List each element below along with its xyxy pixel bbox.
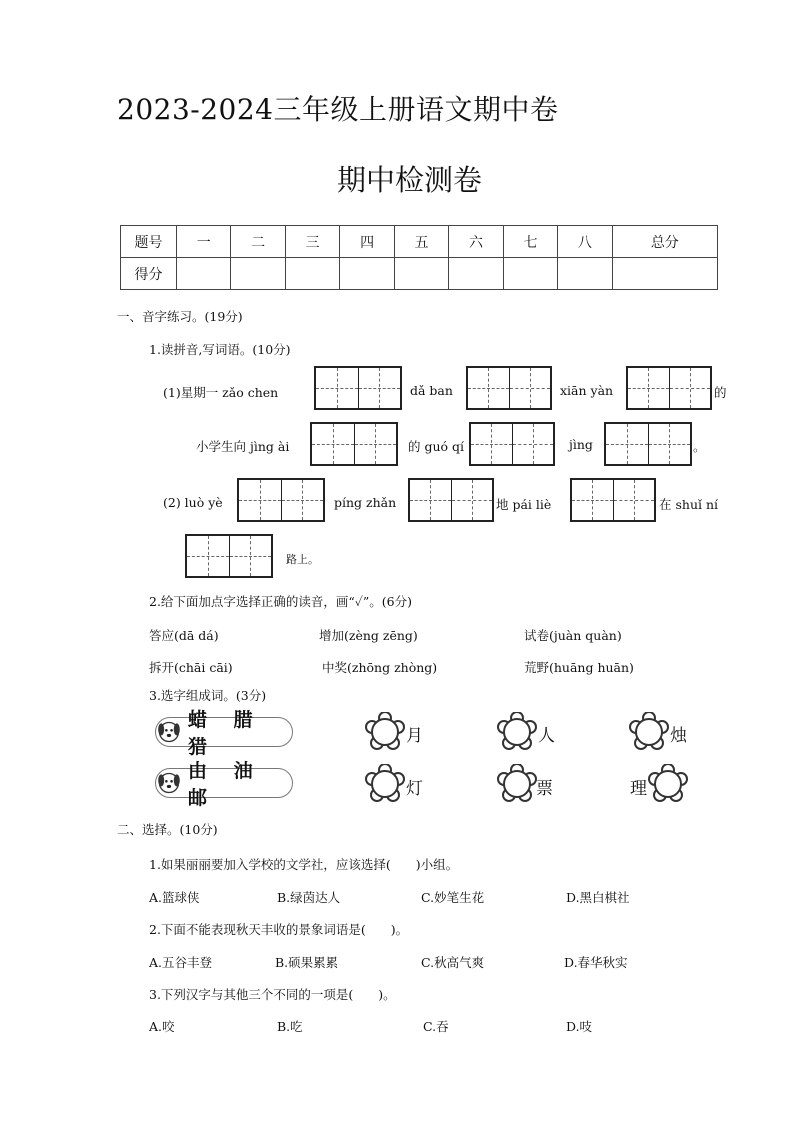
column-header: 三 [285, 226, 339, 258]
character-group [155, 760, 293, 809]
pinyin-prompt: 小学生向 jìng ài [196, 439, 290, 454]
score-table [120, 225, 718, 290]
question-text: 2.下面不能表现秋天丰收的景象词语是( )。 [149, 922, 409, 937]
score-cell[interactable] [177, 258, 231, 290]
writing-grid[interactable] [626, 366, 712, 410]
word-character: 灯 [406, 779, 423, 799]
pronunciation-item[interactable]: 拆开(chāi cāi) [149, 660, 233, 675]
pinyin-prompt: 地 pái liè [496, 497, 552, 512]
writing-grid[interactable] [466, 366, 552, 410]
column-header: 八 [558, 226, 612, 258]
text-fragment: 。 [693, 439, 706, 454]
score-cell[interactable] [231, 258, 285, 290]
character-group [155, 709, 293, 758]
flower-answer-blank[interactable] [365, 712, 405, 752]
section-1-heading: 一、音字练习。(19分) [117, 309, 243, 324]
word-character: 人 [538, 726, 555, 746]
option-d[interactable]: D.黑白棋社 [566, 890, 630, 905]
option-d[interactable]: D.吱 [566, 1019, 593, 1034]
score-cell[interactable] [394, 258, 448, 290]
score-cell[interactable] [340, 258, 394, 290]
option-b[interactable]: B.硕果累累 [275, 955, 339, 970]
question-number-row [121, 226, 718, 258]
flower-answer-blank[interactable] [648, 764, 688, 804]
flower-answer-blank[interactable] [629, 712, 669, 752]
question-text: 3.下列汉字与其他三个不同的一项是( )。 [149, 987, 396, 1002]
row-label: 得分 [121, 258, 177, 290]
word-character: 月 [406, 726, 423, 746]
writing-grid[interactable] [237, 478, 325, 522]
writing-grid[interactable] [185, 534, 273, 578]
option-d[interactable]: D.春华秋实 [564, 955, 628, 970]
question-text: 1.如果丽丽要加入学校的文学社，应该选择( )小组。 [149, 857, 459, 872]
option-a[interactable]: A.五谷丰登 [149, 955, 213, 970]
row-label: 题号 [121, 226, 177, 258]
writing-grid[interactable] [469, 422, 555, 466]
column-header: 总分 [612, 226, 717, 258]
column-header: 七 [503, 226, 557, 258]
column-header: 二 [231, 226, 285, 258]
pronunciation-item[interactable]: 荒野(huāng huān) [524, 660, 634, 675]
score-cell[interactable] [503, 258, 557, 290]
q1-title: 1.读拼音,写词语。(10分) [149, 342, 291, 357]
pronunciation-item[interactable]: 增加(zèng zēng) [319, 628, 418, 643]
option-b[interactable]: B.吃 [277, 1019, 303, 1034]
option-a[interactable]: A.咬 [149, 1019, 175, 1034]
word-character: 理 [630, 779, 647, 799]
character-options: 由 油 邮 [187, 760, 263, 809]
pinyin-prompt: píng zhǎn [334, 495, 397, 510]
pronunciation-item[interactable]: 中奖(zhōng zhòng) [322, 660, 438, 675]
writing-grid[interactable] [604, 422, 692, 466]
writing-grid[interactable] [310, 422, 398, 466]
pinyin-prompt: jìng [569, 437, 593, 452]
score-cell[interactable] [558, 258, 612, 290]
option-c[interactable]: C.秋高气爽 [421, 955, 485, 970]
dog-mascot-icon [156, 718, 182, 746]
word-character: 烛 [670, 726, 687, 746]
pronunciation-item[interactable]: 答应(dā dá) [149, 628, 219, 643]
pinyin-prompt: (2) luò yè [163, 495, 223, 510]
q2-title: 2.给下面加点字选择正确的读音，画“✓”。(6分) [149, 594, 412, 609]
writing-grid[interactable] [408, 478, 494, 522]
pinyin-prompt: xiān yàn [560, 383, 614, 398]
pinyin-prompt: 在 shuǐ ní [659, 497, 719, 512]
pinyin-prompt: 的 guó qí [408, 439, 465, 454]
section-2-heading: 二、选择。(10分) [117, 822, 218, 837]
score-cell[interactable] [612, 258, 717, 290]
writing-grid[interactable] [314, 366, 402, 410]
flower-answer-blank[interactable] [497, 712, 537, 752]
column-header: 六 [449, 226, 503, 258]
writing-grid[interactable] [570, 478, 656, 522]
column-header: 一 [177, 226, 231, 258]
flower-answer-blank[interactable] [365, 764, 405, 804]
pinyin-prompt: (1)星期一 zǎo chen [163, 385, 279, 400]
option-a[interactable]: A.篮球侠 [149, 890, 200, 905]
text-fragment: 的 [714, 385, 727, 400]
option-c[interactable]: C.妙笔生花 [421, 890, 485, 905]
column-header: 五 [394, 226, 448, 258]
pronunciation-item[interactable]: 试卷(juàn quàn) [524, 628, 622, 643]
score-cell[interactable] [285, 258, 339, 290]
exam-subtitle: 期中检测卷 [337, 163, 483, 197]
option-b[interactable]: B.绿茵达人 [277, 890, 341, 905]
dog-mascot-icon [156, 769, 182, 797]
pinyin-prompt: dǎ ban [410, 383, 453, 398]
option-c[interactable]: C.吞 [423, 1019, 449, 1034]
flower-answer-blank[interactable] [497, 764, 537, 804]
score-cell[interactable] [449, 258, 503, 290]
character-options: 蜡 腊 猎 [187, 709, 263, 758]
word-character: 票 [536, 779, 553, 799]
text-fragment: 路上。 [286, 553, 319, 566]
document-title: 2023-2024三年级上册语文期中卷 [117, 93, 559, 126]
q3-title: 3.选字组成词。(3分) [149, 688, 267, 703]
score-row [121, 258, 718, 290]
column-header: 四 [340, 226, 394, 258]
